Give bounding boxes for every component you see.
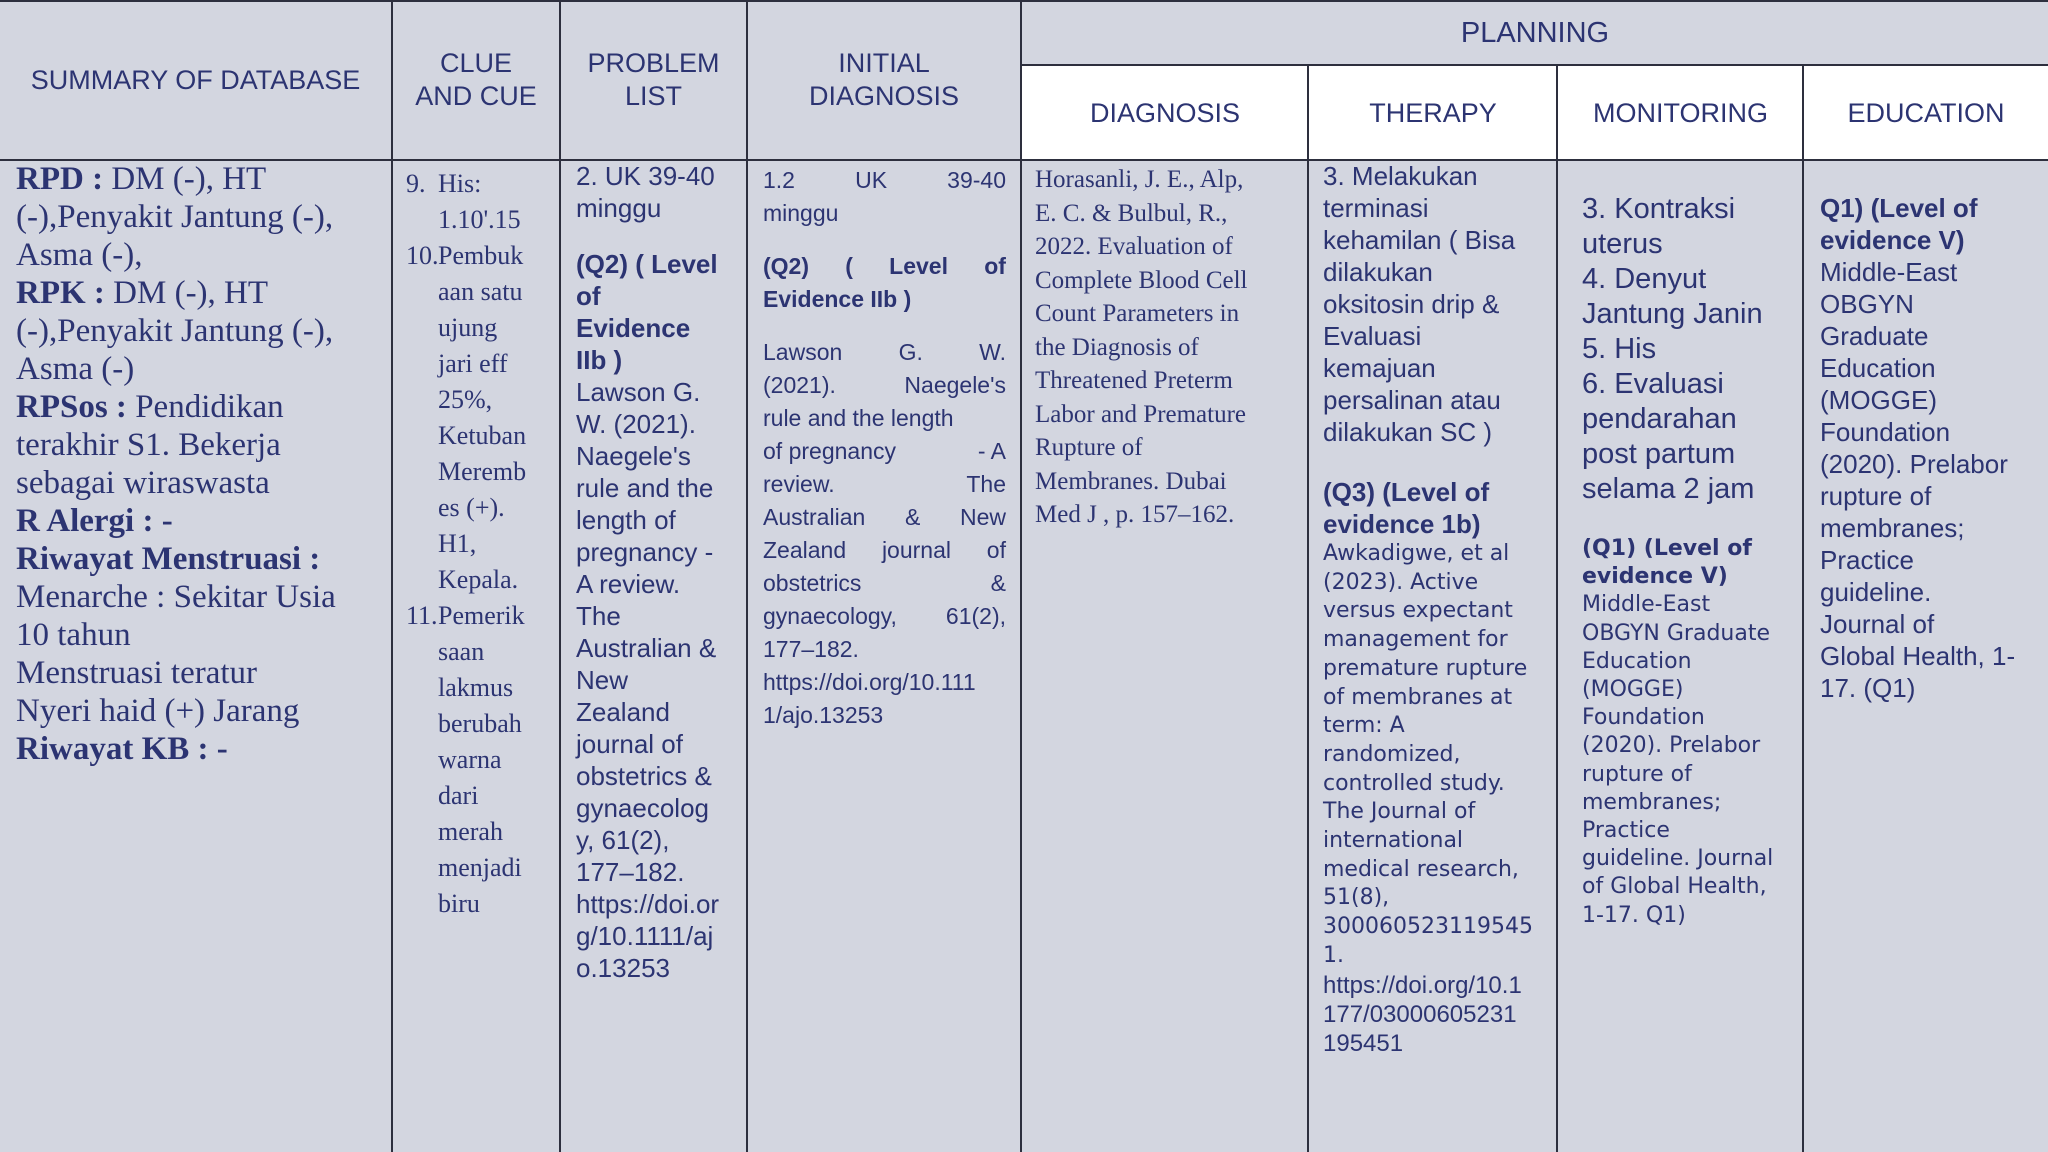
evidence-level: (Q2) ( Level [576,249,718,279]
diagnosis-cell [1035,163,1307,532]
clue-line: His: [438,169,482,198]
rpsos-text: sebagai wiraswasta [16,465,270,501]
reference-line: 51(8), [1323,885,1390,911]
evidence-level: of [576,281,601,311]
spacer [763,316,1006,336]
initial-item: minggu [763,200,839,226]
column-divider [1556,64,1558,1152]
monitoring-line: 5. His [1582,333,1657,365]
evidence-line: (Q3) (Level of [1323,477,1490,507]
reference-line: term: A [1323,713,1405,739]
word: The [966,471,1006,497]
reference-line: the Diagnosis of [1035,333,1199,361]
reference-line: The Journal of [1323,799,1476,825]
rpsos-text: Pendidikan [126,389,284,425]
therapy-cell [1323,160,1555,1058]
problem-list-header [561,0,746,160]
reference-line [763,369,1006,402]
menstruasi-heading: Riwayat Menstruasi : [16,541,321,577]
problem-item: minggu [576,193,662,223]
evidence-line: evidence V) [1582,564,1728,590]
therapy-reference [1323,540,1555,971]
kb-line: Riwayat KB : - [16,731,228,767]
therapy-line: dilakukan SC ) [1323,417,1493,447]
word: of [986,537,1006,563]
word: W. [979,339,1006,365]
monitoring-reference [1582,591,1800,929]
reference-line [763,336,1006,369]
reference-line: Count Parameters in [1035,300,1240,327]
reference-line: obstetrics & [576,761,712,791]
reference-line: Lawson G. [576,377,701,407]
clue-item-text [438,598,525,922]
education-cell [1820,192,2046,704]
reference-line: rule and the length [763,405,954,431]
reference-line: Middle-East [1582,592,1711,618]
reference-line: New [576,665,629,695]
clue-item-number: 9. [406,169,426,198]
reference-line: OBGYN Graduate [1582,620,1770,646]
reference-line: 177–182. [763,636,859,662]
rpk-text: (-),Penyakit Jantung (-), [16,313,334,349]
word: gynaecology, [763,603,897,629]
reference-line: Med J , p. 157–162. [1035,501,1235,528]
reference-line: 195451 [1323,1029,1404,1057]
reference-line: guideline. Journal [1582,846,1774,872]
menstruasi-text: Menstruasi teratur [16,655,258,691]
spacer [1582,507,1800,535]
evidence-line: evidence 1b) [1323,509,1481,539]
reference-line: o.13253 [576,953,670,983]
reference-line [763,501,1006,534]
reference-line: OBGYN [1820,289,1914,319]
spacer [1323,448,1555,476]
reference-line: (2023). Active [1323,569,1479,595]
reference-line: gynaecolog [576,793,709,823]
initial-diagnosis-header [748,0,1020,160]
problem-header-line: PROBLEM [587,48,720,78]
clue-line: ujung [438,313,498,342]
clue-line: jari eff [438,349,508,378]
clue-line: warna [438,745,502,774]
reference-line: Middle-East [1820,257,1958,287]
clue-line: 1.10'.15 [438,205,521,234]
reference-line: journal of [576,729,683,759]
evidence-line: Q1) (Level of [1820,193,1978,223]
reference-line: guideline. [1820,577,1932,607]
nyeri-text: Nyeri haid (+) Jarang [16,693,300,729]
clue-line: saan [438,637,485,666]
monitoring-line: post partum [1582,438,1736,470]
reference-line: 300060523119545 [1323,914,1533,940]
reference-line: versus expectant [1323,598,1513,624]
reference-line: controlled study. [1323,770,1505,796]
clue-line: 25%, [438,385,493,414]
word: review. [763,471,835,497]
rpk-text: DM (-), HT [104,275,269,311]
reference-line: rupture of [1582,761,1692,787]
reference-line: The [576,601,621,631]
evidence-level [1582,535,1800,591]
reference-line: rupture of [1820,481,1932,511]
monitoring-line: 3. Kontraksi [1582,193,1736,225]
word: 61(2), [945,603,1006,629]
planning-header [1022,0,2048,66]
summary-header [0,0,391,160]
evidence-level: Evidence [576,313,691,343]
reference-line: y, 61(2), [576,825,670,855]
reference-line: E. C. & Bulbul, R., [1035,199,1228,227]
word: Level [889,253,948,279]
therapy-line: Evaluasi [1323,321,1422,351]
problem-header-line: LIST [624,81,683,111]
reference-line: 1/ajo.13253 [763,702,884,728]
clue-line: Pemerik [438,601,525,630]
word: New [959,504,1006,530]
monitoring-line: pendarahan [1582,403,1737,435]
problem-item: 2. UK 39-40 [576,161,715,191]
reference-line [763,600,1006,633]
word: (Q2) [763,253,809,279]
word: journal [881,537,951,563]
initial-item [763,164,1006,197]
reference-line: Rupture of [1035,434,1143,461]
reference-line: https://doi.org/10.111 [763,669,976,695]
spacer [576,224,758,248]
reference-line: Foundation [1582,705,1705,731]
clue-line: merah [438,817,503,846]
reference-line: membranes; [1582,789,1722,815]
therapy-plan [1323,160,1555,448]
reference-line: Journal of [1820,609,1935,639]
spacer [763,230,1006,250]
clue-line: Ketuban [438,421,527,450]
reference-line: https://doi.org/10.1 [1323,971,1522,999]
reference-line: Labor and Premature [1035,400,1247,428]
reference-line [763,468,1006,501]
alergi-line: R Alergi : - [16,503,173,539]
clue-item-number: 11. [406,601,438,630]
word: of pregnancy [763,438,896,464]
rpd-line [16,160,388,198]
word: UK [855,167,888,193]
clue-item [406,166,558,238]
therapy-header-text: THERAPY [1369,97,1497,128]
reference-line: Foundation [1820,417,1951,447]
clue-line: dari [438,781,479,810]
reference-line: (MOGGE) [1820,385,1937,415]
reference-line: Threatened Preterm [1035,367,1233,394]
problem-list-cell [576,160,758,984]
rpd-text: (-),Penyakit Jantung (-), [16,199,334,235]
evidence-line: evidence V) [1820,225,1965,255]
reference-line: 177–182. [576,857,685,887]
clue-item-number: 10. [406,241,439,270]
clue-line: berubah [438,709,522,738]
menarche-text: Menarche : Sekitar Usia [16,579,336,615]
therapy-line: 3. Melakukan [1323,161,1478,191]
summary-cell [16,160,388,768]
word: (2021). [763,372,836,398]
menarche-text: 10 tahun [16,617,131,653]
reference-line: A review. [576,569,681,599]
clue-line: Meremb [438,457,527,486]
reference-line: Membranes. Dubai [1035,467,1227,495]
evidence-level [763,250,1006,283]
monitoring-header [1558,66,1803,160]
reference-line: Global Health, 1- [1820,641,2016,671]
clue-line: Pembuk [438,241,524,270]
reference-line: rule and the [576,473,714,503]
clue-line: biru [438,889,480,918]
clue-line: lakmus [438,673,514,702]
word: G. [898,339,923,365]
reference-line: Education [1582,648,1692,674]
clue-header-line: CLUE [439,48,513,78]
clue-line: menjadi [438,853,522,882]
diagnosis-header [1022,66,1308,160]
reference-line: 1-17. Q1) [1582,902,1686,928]
rpk-label: RPK : [16,275,105,311]
clue-item [406,598,558,922]
reference-line: 1. [1323,942,1344,968]
reference-line: Practice [1582,818,1670,844]
monitoring-line: Jantung Janin [1582,298,1763,330]
reference-line: Australian & [576,633,717,663]
reference-line: (2020). Prelabor [1820,449,2008,479]
reference-line: https://doi.or [576,889,720,919]
word: 39-40 [947,167,1006,193]
reference-line: management for [1323,627,1508,653]
reference-line: pregnancy - [576,537,714,567]
reference-line [763,567,1006,600]
therapy-line: terminasi [1323,193,1429,223]
reference-line: Awkadigwe, et al [1323,541,1510,566]
clue-item-text [438,238,526,598]
clue-line: H1, [438,529,477,558]
monitoring-header-text: MONITORING [1593,97,1768,128]
column-divider [1802,64,1804,1152]
column-divider [1020,0,1022,1152]
reference-line [763,534,1006,567]
word: Naegele's [904,372,1006,398]
summary-header-text: SUMMARY OF DATABASE [30,64,361,95]
word: Zealand [763,537,847,563]
monitoring-line: selama 2 jam [1582,473,1755,505]
rpd-text: DM (-), HT [103,161,267,197]
education-header-text: EDUCATION [1847,97,2005,128]
word: & [990,570,1006,596]
reference-line: Education [1820,353,1936,383]
reference-line: Practice [1820,545,1914,575]
therapy-line: kemajuan [1323,353,1436,383]
reference-line: Zealand [576,697,670,727]
rpd-label: RPD : [16,161,104,197]
word: Lawson [763,339,843,365]
monitoring-line: 4. Denyut [1582,263,1707,295]
therapy-header [1309,66,1557,160]
reference-line: length of [576,505,676,535]
therapy-line: kehamilan ( Bisa [1323,225,1516,255]
reference-line: W. (2021). [576,409,696,439]
monitoring-line: uterus [1582,228,1663,260]
clue-header-line: AND CUE [415,81,537,111]
reference-line: (2020). Prelabor [1582,733,1761,759]
reference-line: Horasanli, J. E., Alp, [1035,166,1244,193]
reference-line: 177/03000605231 [1323,1000,1517,1028]
rpsos-text: terakhir S1. Bekerja [16,427,281,463]
rpk-text: Asma (-) [16,351,135,387]
word: of [984,253,1006,279]
reference-line [763,435,1006,468]
reference-line: 17. (Q1) [1820,673,1916,703]
word: obstetrics [763,570,862,596]
evidence-level: IIb ) [576,345,623,375]
therapy-line: persalinan atau [1323,385,1501,415]
column-divider [1307,64,1309,1152]
word: & [904,504,921,530]
initial-header-line: INITIAL [838,48,930,78]
diagnosis-header-text: DIAGNOSIS [1089,97,1241,128]
clue-item-text [438,166,521,238]
therapy-line: dilakukan [1323,257,1433,287]
monitoring-line: 6. Evaluasi [1582,368,1724,400]
reference-line: membranes; [1820,513,1965,543]
rpsos-line [16,388,388,426]
column-divider [391,0,393,1152]
clue-header [393,0,559,160]
planning-header-text: PLANNING [1460,16,1610,49]
therapy-line: oksitosin drip & [1323,289,1500,319]
initial-header-line: DIAGNOSIS [808,81,960,111]
reference-line: randomized, [1323,741,1461,767]
clue-line: Kepala. [438,565,519,594]
reference-line: international [1323,828,1464,854]
clue-item [406,238,558,598]
rpsos-label: RPSos : [16,389,127,425]
reference-line: Complete Blood Cell [1035,266,1248,294]
clue-line: es (+). [438,493,505,522]
reference-line: g/10.1111/aj [576,921,714,951]
monitoring-plan [1582,192,1800,507]
word: - A [977,438,1006,464]
clue-line: aan satu [438,277,523,306]
reference-line: 2022. Evaluation of [1035,233,1233,260]
word: Australian [763,504,866,530]
column-divider [559,0,561,1152]
reference-line: Naegele's [576,441,691,471]
education-header [1804,66,2048,160]
therapy-doi [1323,971,1555,1058]
reference-line: medical research, [1323,856,1519,882]
reference-line: of Global Health, [1582,874,1767,900]
reference-line: Graduate [1820,321,1929,351]
reference-line: of membranes at [1323,684,1513,710]
monitoring-cell [1582,192,1800,930]
reference-line: (MOGGE) [1582,677,1684,703]
word: ( [845,253,853,279]
reference-line: premature rupture [1323,655,1528,681]
word: 1.2 [763,167,795,193]
evidence-level [1323,476,1555,540]
initial-diagnosis-cell [763,164,1006,732]
rpd-text: Asma (-), [16,237,143,273]
rpk-line [16,274,388,312]
evidence-line: (Q1) (Level of [1582,536,1752,561]
clue-cell [406,166,558,922]
evidence-level: Evidence IIb ) [763,286,912,312]
